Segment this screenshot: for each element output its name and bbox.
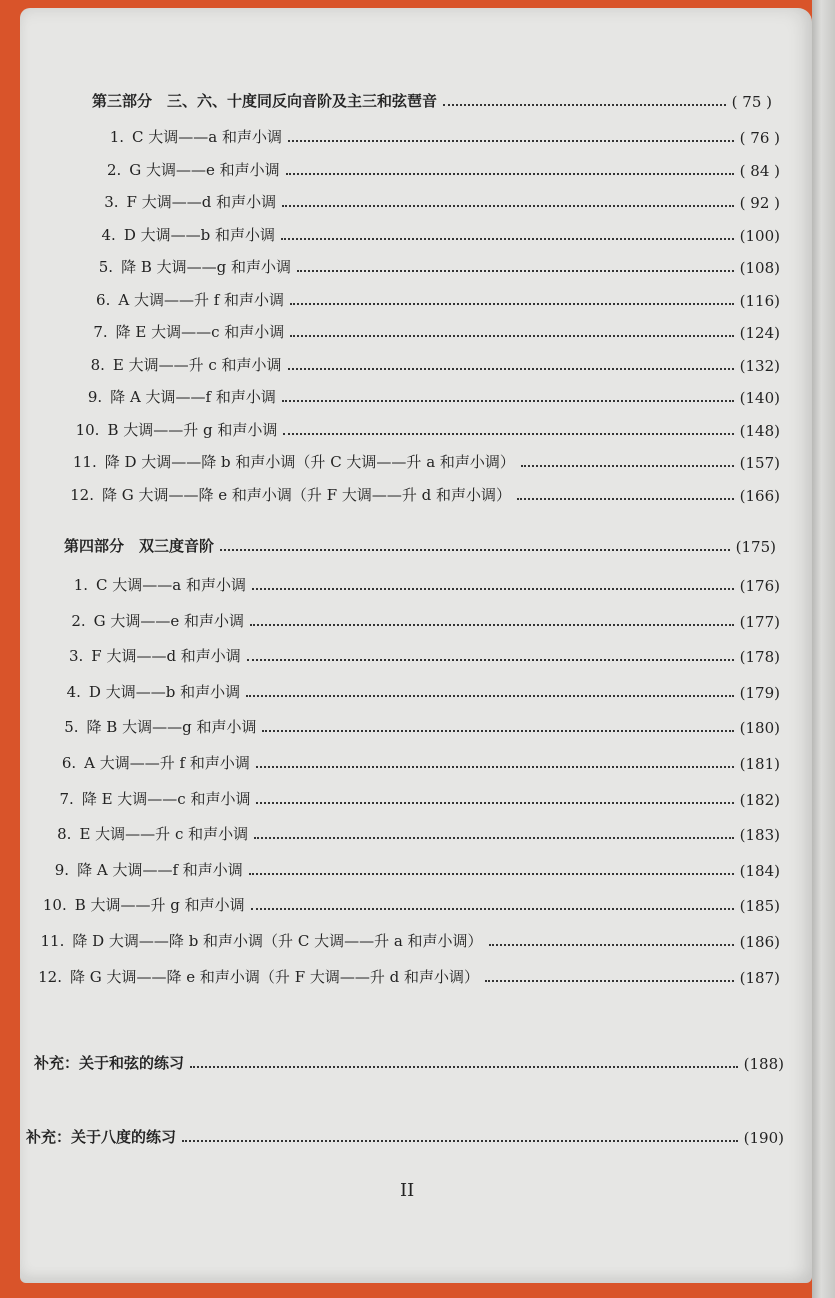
leader-dots [281, 238, 734, 240]
toc-entry [82, 289, 780, 310]
toc-entry-number: 7. [93, 323, 108, 341]
leader-dots [190, 1066, 738, 1068]
toc-entry-number: 10. [75, 420, 100, 439]
toc-entry-text: 降 G 大调——降 e 和声小调（升 F 大调——升 d 和声小调） [102, 485, 512, 504]
toc-entry-title [66, 484, 511, 505]
toc-entry-title [41, 859, 243, 880]
leader-dots [283, 433, 733, 435]
toc-entry-number: 5. [64, 718, 79, 737]
toc-entry-title [80, 321, 285, 342]
leader-dots [443, 104, 726, 106]
toc-entry-page: (179) [739, 683, 780, 702]
toc-entry-title [60, 574, 246, 595]
toc-entry-number: 10. [42, 896, 67, 915]
toc-entry-page: (140) [739, 389, 780, 407]
toc-entry-page: (108) [739, 259, 780, 277]
toc-entry-page: (184) [739, 861, 780, 880]
toc-entry [77, 354, 780, 375]
toc-entry-number: 1. [73, 576, 88, 594]
toc-entry-number: 11. [40, 932, 65, 950]
toc-entry-number: 4. [66, 682, 81, 701]
toc-entry-text: D 大调——b 和声小调 [88, 682, 241, 701]
leader-dots [489, 944, 734, 946]
toc-entry-page: (176) [739, 577, 780, 595]
leader-dots [290, 303, 734, 305]
toc-entry-number: 8. [57, 825, 72, 844]
toc-entry-number: 3. [104, 193, 119, 211]
leader-dots [288, 140, 734, 142]
part4-heading: 第四部分 双三度音阶 [64, 537, 215, 555]
toc-entry-text: E 大调——升 c 和声小调 [79, 825, 249, 844]
toc-entry-page: (157) [739, 454, 780, 472]
toc-entry [48, 752, 780, 773]
toc-entry-number: 12. [38, 967, 62, 986]
toc-heading-part3 [92, 90, 772, 111]
toc-entry [71, 419, 780, 440]
toc-entry-title [58, 610, 244, 631]
leader-dots [254, 837, 734, 839]
toc-entry-text: 降 D 大调——降 b 和声小调（升 C 大调——升 a 和声小调） [104, 453, 515, 471]
toc-entry-title [74, 386, 276, 407]
toc-entry-text: C 大调——a 和声小调 [132, 128, 282, 146]
toc-entry-page: (182) [739, 790, 780, 809]
toc-entry-title [51, 716, 257, 737]
toc-entry [66, 484, 780, 505]
toc-entry [80, 321, 780, 342]
leader-dots [282, 400, 734, 402]
toc-entry-text: 降 B 大调——g 和声小调 [121, 258, 292, 276]
toc-entry-text: A 大调——升 f 和声小调 [84, 754, 250, 772]
toc-entry-text: 降 D 大调——降 b 和声小调（升 C 大调——升 a 和声小调） [72, 932, 483, 950]
toc-entry [69, 451, 780, 472]
toc-entry-number: 6. [61, 754, 77, 772]
toc-entry-page: ( 84 ) [739, 161, 780, 180]
toc-entry-page: (186) [739, 933, 780, 951]
leader-dots [256, 766, 734, 768]
toc-entry-title [69, 451, 515, 472]
toc-entry [39, 894, 780, 915]
toc-entry [85, 256, 780, 277]
toc-entry-page: (116) [739, 291, 780, 310]
leader-dots [517, 498, 734, 500]
toc-entry-title [85, 256, 291, 277]
toc-entry-page: (177) [739, 612, 780, 631]
toc-entry [46, 788, 780, 809]
supplement-octaves-page: (190) [743, 1129, 784, 1147]
toc-entry-text: A 大调——升 f 和声小调 [118, 290, 285, 309]
next-page-edge [812, 0, 835, 1298]
toc-entry [51, 716, 780, 737]
leader-dots [246, 695, 734, 697]
toc-entry-number: 11. [72, 453, 97, 471]
toc-entry-page: (132) [739, 356, 780, 375]
toc-entry-page: ( 92 ) [739, 194, 780, 212]
toc-entry-number: 6. [96, 290, 111, 309]
toc-entry-number: 2. [106, 160, 122, 179]
toc-supplement-chords [34, 1052, 784, 1073]
toc-entry-text: 降 A 大调——f 和声小调 [77, 860, 243, 879]
toc-entry-text: G 大调——e 和声小调 [129, 160, 280, 179]
toc-entry [74, 386, 780, 407]
toc-entry [58, 610, 780, 631]
toc-supplement-octaves [26, 1126, 784, 1147]
toc-entry-title [82, 289, 284, 310]
toc-entry-title [48, 752, 250, 773]
leader-dots [521, 465, 734, 467]
toc-entry-text: F 大调——d 和声小调 [91, 647, 241, 666]
leader-dots [256, 802, 733, 804]
toc-entry [41, 859, 780, 880]
leader-dots [251, 908, 734, 910]
leader-dots [182, 1140, 738, 1142]
toc-entry-title [53, 681, 240, 702]
toc-entry-text: 降 B 大调——g 和声小调 [86, 718, 257, 737]
toc-entry-text: 降 A 大调——f 和声小调 [110, 388, 276, 406]
toc-entry-number: 7. [59, 789, 74, 808]
toc-entry-title [71, 419, 277, 440]
toc-entry-title [55, 645, 241, 666]
toc-entry-title [39, 894, 245, 915]
toc-entry [34, 966, 780, 987]
toc-heading-part4 [64, 535, 776, 556]
toc-entry-title [46, 788, 251, 809]
supplement-octaves-title: 补充：关于八度的练习 [26, 1128, 177, 1146]
toc-entry-number: 2. [71, 611, 86, 630]
toc-entry-title [77, 354, 282, 375]
toc-entry-title [91, 191, 277, 212]
supplement-chords-page: (188) [743, 1055, 784, 1073]
toc-entry-text: F 大调——d 和声小调 [126, 193, 277, 211]
toc-entry-number: 4. [101, 225, 116, 244]
toc-entry-number: 9. [54, 860, 70, 879]
toc-entry-text: E 大调——升 c 和声小调 [112, 355, 282, 374]
leader-dots [485, 980, 734, 982]
leader-dots [262, 730, 733, 732]
toc-entry [55, 645, 780, 666]
toc-entry-title [36, 930, 482, 951]
toc-entry-page: (181) [739, 755, 780, 773]
toc-entry-page: (148) [739, 421, 780, 440]
part4-heading-page: (175) [735, 538, 776, 556]
part3-heading-page: ( 75 ) [731, 93, 772, 111]
toc-entry-page: (187) [739, 968, 780, 987]
toc-entry-page: ( 76 ) [739, 129, 780, 147]
toc-entry-page: (100) [739, 226, 780, 245]
toc-entry-title [96, 126, 282, 147]
page-number-footer: II [400, 1180, 415, 1201]
toc-entry-number: 8. [90, 355, 105, 374]
toc-entry-page: (178) [739, 648, 780, 667]
leader-dots [282, 205, 734, 207]
toc-entry-text: D 大调——b 和声小调 [123, 225, 275, 244]
toc-entry-text: G 大调——e 和声小调 [93, 611, 245, 630]
toc-entry-number: 9. [87, 388, 103, 406]
toc-entry-page: (124) [739, 324, 780, 342]
toc-entry-page: (185) [739, 897, 780, 916]
leader-dots [252, 588, 734, 590]
toc-entry-title [88, 224, 275, 245]
toc-entry-title [43, 823, 248, 844]
leader-dots [249, 873, 734, 875]
toc-entry-title [93, 159, 279, 180]
toc-entry-text: B 大调——升 g 和声小调 [107, 420, 278, 439]
toc-entry-page: (183) [739, 826, 780, 845]
toc-entry [91, 191, 780, 212]
toc-entry-number: 3. [68, 647, 84, 666]
toc-entry-text: 降 E 大调——c 和声小调 [115, 323, 285, 341]
toc-entry [43, 823, 780, 844]
part3-heading: 第三部分 三、六、十度同反向音阶及主三和弦琶音 [92, 92, 438, 110]
toc-entry-number: 5. [98, 258, 114, 276]
leader-dots [288, 368, 734, 370]
toc-entry-page: (180) [739, 719, 780, 738]
leader-dots [297, 270, 734, 272]
toc-entry [60, 574, 780, 595]
supplement-chords-title: 补充：关于和弦的练习 [34, 1054, 185, 1072]
toc-entry-number: 12. [70, 485, 94, 504]
leader-dots [247, 659, 734, 661]
toc-entry-text: C 大调——a 和声小调 [96, 576, 246, 594]
toc-entry-text: 降 G 大调——降 e 和声小调（升 F 大调——升 d 和声小调） [70, 967, 480, 986]
toc-entry-number: 1. [109, 128, 124, 146]
leader-dots [220, 549, 730, 551]
leader-dots [286, 173, 734, 175]
toc-entry [96, 126, 780, 147]
toc-entry-text: 降 E 大调——c 和声小调 [81, 789, 251, 808]
toc-entry [53, 681, 780, 702]
toc-entry-page: (166) [739, 486, 780, 505]
toc-entry-title [34, 966, 479, 987]
toc-entry [36, 930, 780, 951]
leader-dots [290, 335, 733, 337]
toc-entry [88, 224, 780, 245]
toc-entry [93, 159, 780, 180]
toc-entry-text: B 大调——升 g 和声小调 [74, 896, 245, 915]
leader-dots [250, 624, 734, 626]
